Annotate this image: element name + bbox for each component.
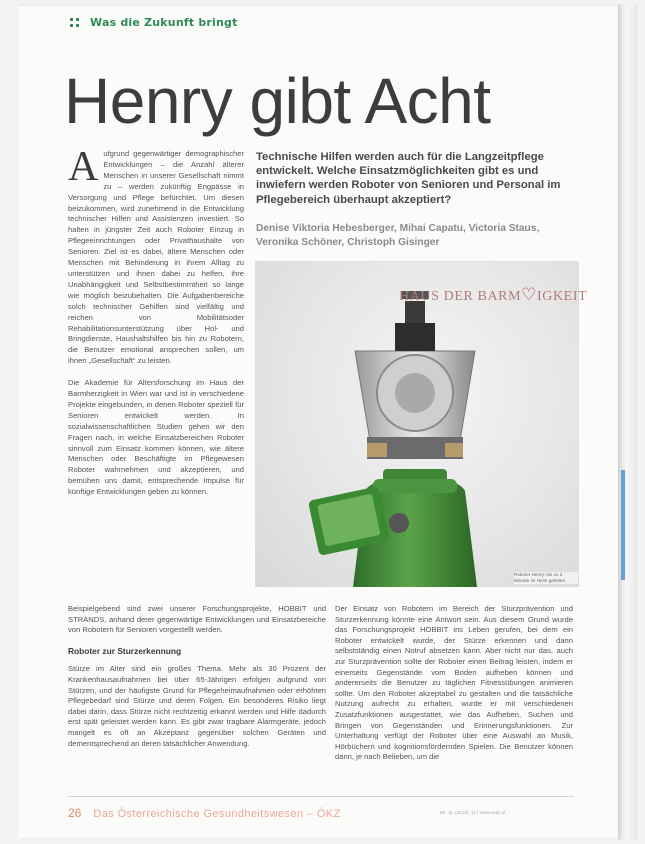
section-header <box>70 16 238 29</box>
footer <box>68 806 341 820</box>
photo-caption: Roboter Henry: bis zu 3 Monate im Heim getestet <box>514 572 578 584</box>
authors: Denise Viktoria Hebesberger, Mihai Capatu, Victoria Staus, Veronika Schöner, Christoph Gisinger <box>256 223 540 248</box>
section-label: Was die Zukunft bringt <box>90 16 238 29</box>
footer-divider <box>68 796 574 797</box>
logo-text-1: HAUS DER BARM <box>399 289 522 304</box>
heart-icon: ♡ <box>521 285 537 304</box>
academy-paragraph: Die Akademie für Altersforschung im Haus der Barmherzigkeit in Wien war und ist in verschiedene Projekte eingebunden, in denen Roboter speziell für Senioren entwickelt werden. In sozialwissenschaftlichen Studien gehen wir den Fragen nach, in welche Einsatzbereichen Roboter sinnvoll zum Einsatz kommen können, wie ältere Menschen oder Beschäftigte im Pflegewesen Roboter wahrnehmen und akzeptieren, und bemühen uns damit, entsprechende Impulse für künftige Entwicklungen geben zu können. <box>68 378 244 497</box>
bottom-left-block <box>68 604 326 749</box>
robot-illustration <box>255 261 579 587</box>
footer-issue-info: 59. Jg. (2018), 12 | www.oekz.at <box>440 810 506 815</box>
logo-text-2: IGKEIT <box>537 289 588 304</box>
robot-photo <box>255 261 579 587</box>
lead-text: Technische Hilfen werden auch für die Langzeitpflege entwickelt. Welche Einsatzmöglichkeiten gibt es und inwiefern werden Roboter von Senioren und Personal im Pflegebereich überhaupt akzeptiert? <box>256 151 561 206</box>
drop-cap: A <box>68 144 99 190</box>
projects-paragraph: Beispielgebend sind zwei unserer Forschungsprojekte, HOBBIT und STRANDS, anhand derer gegenwärtige Entwicklungen und Einsatzbereiche von Robotern für Senioren vorgestellt werden. <box>68 604 326 635</box>
left-column <box>68 144 244 509</box>
page-number: 26 <box>68 806 82 820</box>
edge-color-tab <box>621 470 625 580</box>
intro-paragraph: ufgrund gegenwärtiger demographischer Entwicklungen – die Anzahl älterer Menschen in unserer Gesellschaft nimmt zu – werden zukünftig Engpässe in Versorgung und Pflege befürchtet. Um diesen beizukommen, wird zunehmend in die Entwicklung technischer Hilfen und Assistenzen investiert. So halten in jüngster Zeit auch Roboter Einzug in Pflegeeinrichtungen oder Privathaushalte von Senioren. Ziel ist es dabei, ältere Menschen oder Menschen mit Behinderung in ihrem Alltag zu unterstützen und ihnen dabei zu helfen, ihre Unabhängigkeit und Selbstbestimmtheit so lange wie möglich beizubehalten. Die Aufgabenbereiche solch technischer Gehilfen sind vielfältig und reichen von Mobilitätsoder Rehabilitationsunterstützung über Hol- und Bringdienste, Haushaltshilfen bis hin zu Robotern, die Benutzer emotional ansprechen sollen, um ihnen „Gesellschaft“ zu leisten. <box>68 149 244 366</box>
subheading: Roboter zur Sturzerkennung <box>68 645 182 656</box>
article-title: Henry gibt Acht <box>64 65 491 137</box>
page-edge <box>618 4 638 840</box>
publication-name: Das Österreichische Gesundheitswesen – ÖKZ <box>93 808 341 820</box>
falls-paragraph: Stürze im Alter sind ein großes Thema. Mehr als 30 Prozent der Krankenhausaufnahmen bei über 65-Jährigen erfolgen aufgrund von Stürzen, und der häufigste Grund für Pflegeheimaufnahmen oder erhöhten Pflegebedarf sind Stürze und deren Folgen. Ein besonderes Risiko liegt dabei darin, dass Stürze nicht rechtzeitig erkannt werden und Hilfe dadurch erst spät geleistet werden kann. Es gibt zwar tragbare Alarmgeräte, jedoch mangelt es oft an Akzeptanz gegenüber solchen Geräten und dementsprechend an deren tatsächlicher Anwendung. <box>68 664 326 748</box>
haus-der-barmherzigkeit-logo <box>399 285 587 305</box>
dots-icon <box>70 18 80 28</box>
right-column: Der Einsatz von Robotern im Bereich der Sturzprävention und Sturzerkennung könnte eine Antwort sein. Aus diesem Grund wurde das Forschungsprojekt HOBBIT ins Leben gerufen, bei dem ein Roboter entwickelt wurde, der Stürze erkennen und dann selbstständig einen Notruf absetzen kann. Aber nicht nur das, auch zur Sturzprävention sollte der Roboter einen Beitrag leisten, indem er einerseits Gegenstände vom Boden aufheben können und andererseits die Benutzer zu täglichen Fitnessübungen animieren sollte. Um den Roboter akzeptabel zu gestalten und die tatsächliche Nutzung aufrecht zu erhalten, wurde er mit verschiedenen Zusatzfunktionen ausgestattet, wie das Aufheben, Suchen und Bringen von Gegenständen und Erinnerungsfunktionen. Zur Unterhaltung verfügt der Roboter über eine Auswahl an Musik, Hörbüchern und kognitionsfördernden Spielen. Die Benutzer können dann, je nach Belieben, um die <box>335 604 573 762</box>
